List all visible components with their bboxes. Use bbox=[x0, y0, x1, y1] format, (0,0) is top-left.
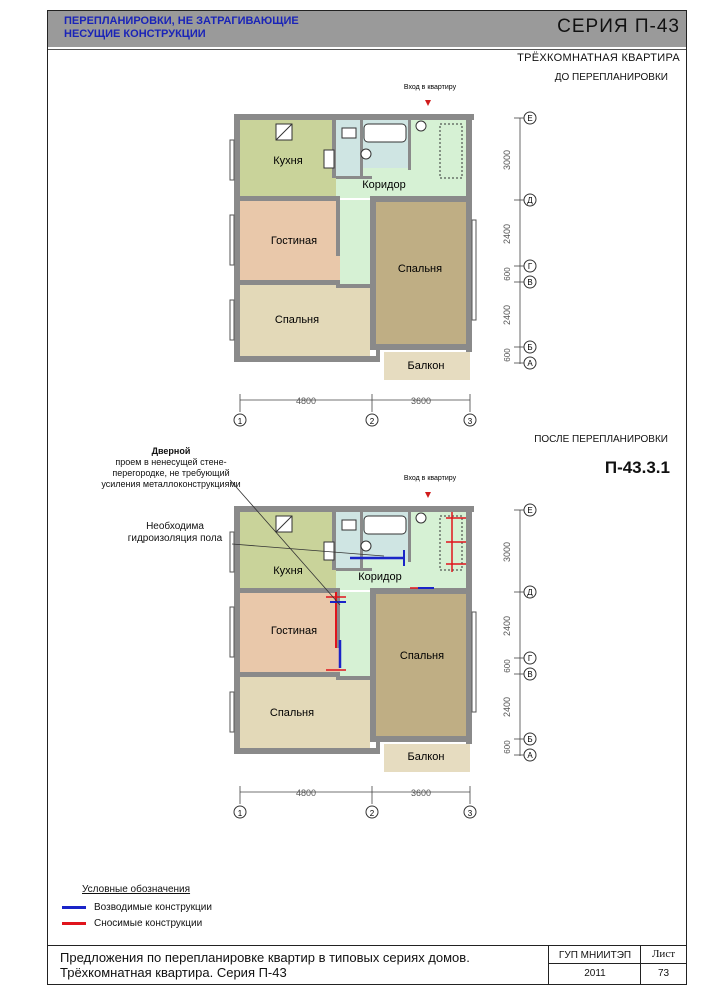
axis-label: Д bbox=[527, 588, 533, 597]
door-note-line: усиления металлоконструкциями bbox=[101, 479, 241, 489]
dim-label: 3000 bbox=[502, 541, 512, 563]
entrance-label: Вход в квартиру bbox=[403, 475, 457, 482]
room-label-kitchen: Кухня bbox=[273, 565, 303, 577]
axis-label: Г bbox=[527, 262, 533, 271]
axis-label: 3 bbox=[467, 809, 473, 818]
title-line-2: Трёхкомнатная квартира. Серия П-43 bbox=[60, 965, 287, 980]
dim-label: 3600 bbox=[410, 396, 432, 406]
legend-label: Возводимые конструкции bbox=[94, 902, 212, 913]
room-label-bedroom: Спальня bbox=[269, 707, 315, 719]
axis-label: 3 bbox=[467, 417, 473, 426]
axis-label: Г bbox=[527, 654, 533, 663]
stage-after-label: ПОСЛЕ ПЕРЕПЛАНИРОВКИ bbox=[534, 434, 668, 445]
axis-label: А bbox=[527, 359, 533, 368]
legend-item-demolished bbox=[62, 918, 202, 929]
room-label-balcony: Балкон bbox=[407, 360, 445, 372]
apartment-type: ТРЁХКОМНАТНАЯ КВАРТИРА bbox=[517, 52, 680, 64]
organization: ГУП МНИИТЭП bbox=[558, 950, 632, 961]
legend-swatch-blue bbox=[62, 906, 86, 909]
axis-label: В bbox=[527, 278, 533, 287]
plan-code: П-43.3.1 bbox=[604, 458, 670, 477]
waterproof-note-line: Необходима bbox=[146, 521, 204, 532]
axis-label: Е bbox=[527, 114, 533, 123]
axis-label: А bbox=[527, 751, 533, 760]
axis-label: 2 bbox=[369, 809, 375, 818]
plan-before bbox=[230, 100, 536, 426]
door-note-line: перегородке, не требующий bbox=[112, 468, 230, 478]
axis-label: Б bbox=[527, 343, 533, 352]
room-label-bedroom: Спальня bbox=[397, 263, 443, 275]
door-note-line: проем в ненесущей стене- bbox=[115, 457, 227, 467]
waterproof-note-line: гидроизоляция пола bbox=[127, 533, 223, 544]
legend-item-erected bbox=[62, 902, 212, 913]
dim-label: 2400 bbox=[502, 223, 512, 245]
title-line-1: Предложения по перепланировке квартир в типовых сериях домов. bbox=[60, 950, 470, 965]
year: 2011 bbox=[584, 968, 606, 979]
axis-label: Д bbox=[527, 196, 533, 205]
dim-label: 3000 bbox=[502, 149, 512, 171]
dim-label: 2400 bbox=[502, 615, 512, 637]
sheet-number: 73 bbox=[657, 968, 670, 979]
dim-label: 600 bbox=[503, 740, 512, 754]
room-label-living: Гостиная bbox=[270, 235, 318, 247]
series-title: СЕРИЯ П-43 bbox=[557, 16, 680, 37]
legend-title: Условные обозначения bbox=[82, 884, 191, 895]
room-label-corridor: Коридор bbox=[362, 179, 406, 191]
legend-swatch-red bbox=[62, 922, 86, 925]
room-label-living: Гостиная bbox=[270, 625, 318, 637]
axis-label: Б bbox=[527, 735, 533, 744]
entrance-label: Вход в квартиру bbox=[403, 84, 457, 91]
dim-label: 4800 bbox=[295, 396, 317, 406]
dim-label: 600 bbox=[503, 348, 512, 362]
dim-label: 600 bbox=[503, 659, 512, 673]
category-line-2: НЕСУЩИЕ КОНСТРУКЦИИ bbox=[64, 28, 206, 40]
axis-label: 2 bbox=[369, 417, 375, 426]
room-label-corridor: Коридор bbox=[358, 571, 402, 583]
door-note-title: Дверной bbox=[151, 446, 191, 456]
title-block-divider bbox=[548, 945, 549, 984]
dim-label: 2400 bbox=[502, 304, 512, 326]
axis-label: 1 bbox=[237, 809, 243, 818]
dim-label: 600 bbox=[503, 267, 512, 281]
room-label-bedroom: Спальня bbox=[399, 650, 445, 662]
room-label-bedroom: Спальня bbox=[274, 314, 320, 326]
room-label-kitchen: Кухня bbox=[273, 155, 303, 167]
plan-after bbox=[230, 492, 536, 818]
sheet-label: Лист bbox=[651, 948, 676, 960]
title-block-text bbox=[60, 950, 470, 980]
category-line-1: ПЕРЕПЛАНИРОВКИ, НЕ ЗАТРАГИВАЮЩИЕ bbox=[64, 15, 299, 27]
axis-label: Е bbox=[527, 506, 533, 515]
dim-label: 2400 bbox=[502, 696, 512, 718]
stage-before-label: ДО ПЕРЕПЛАНИРОВКИ bbox=[554, 72, 668, 83]
axis-label: В bbox=[527, 670, 533, 679]
legend-label: Сносимые конструкции bbox=[94, 918, 203, 929]
title-block-divider bbox=[549, 963, 686, 964]
dim-label: 4800 bbox=[295, 788, 317, 798]
dim-label: 3600 bbox=[410, 788, 432, 798]
axis-label: 1 bbox=[237, 417, 243, 426]
room-label-balcony: Балкон bbox=[407, 751, 445, 763]
